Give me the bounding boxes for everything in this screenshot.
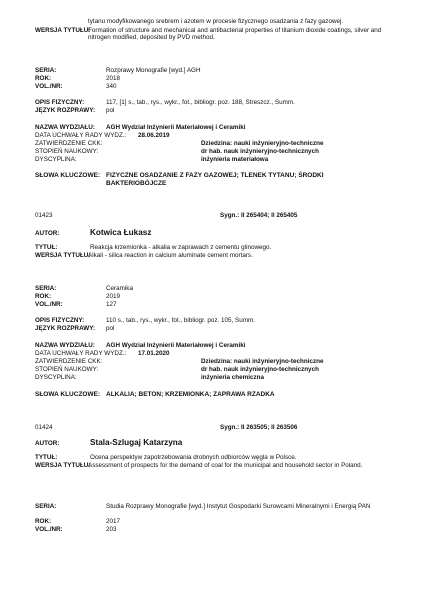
record2-year-label: ROK: bbox=[35, 518, 52, 525]
record0-vol-value: 340 bbox=[106, 83, 117, 90]
record1-year-value: 2019 bbox=[106, 293, 121, 300]
record0-resdate-label: DATA UCHWAŁY RADY WYDZ.: bbox=[35, 132, 127, 139]
record1-resdate-label: DATA UCHWAŁY RADY WYDZ.: bbox=[35, 350, 127, 357]
record2-translated-value: Assessment of prospects for the demand of coal for the municipal and household sector in Poland. bbox=[88, 462, 363, 469]
record1-keywords-value: ALKALIA; BETON; KRZEMIONKA; ZAPRAWA RZADKA bbox=[106, 391, 275, 398]
record2-title-label: TYTUŁ: bbox=[35, 454, 58, 461]
record0-title-continuation: tytanu modyfikowanego srebrem i azotem w procesie fizycznego osadzania z fazy gazowej. bbox=[88, 18, 344, 25]
record1-physdesc-value: 110 s., tab., rys., wykr., fot., bibliogr. poz. 105, Summ. bbox=[106, 317, 255, 324]
record2-series-value: Studia Rozprawy Monografie [wyd.] Instytut Gospodarki Surowcami Mineralnymi i Energią PAN bbox=[106, 503, 371, 510]
record0-faculty-value: AGH Wydział Inżynierii Materiałowej i Ceramiki bbox=[106, 124, 246, 131]
record0-series-value: Rozprawy Monografie [wyd.] AGH bbox=[106, 67, 201, 74]
record1-vol-label: VOL./NR: bbox=[35, 301, 63, 308]
record1-faculty-value: AGH Wydział Inżynierii Materiałowej i Ceramiki bbox=[106, 342, 246, 349]
record1-author-label: AUTOR: bbox=[35, 230, 60, 237]
record1-vol-value: 127 bbox=[106, 301, 117, 308]
record2-author-label: AUTOR: bbox=[35, 440, 60, 447]
record0-physdesc-value: 117, [1] s., tab., rys., wykr., fot., bibliogr. poz. 188, Streszcz., Summ. bbox=[106, 99, 295, 106]
record0-resdate-value: 28.06.2019 bbox=[138, 132, 170, 139]
record1-resdate-value: 17.01.2020 bbox=[138, 350, 170, 357]
record2-title-value: Ocena perspektyw zapotrzebowania drobnych odbiorców węgla w Polsce. bbox=[90, 454, 297, 461]
record0-faculty-label: NAZWA WYDZIAŁU: bbox=[35, 124, 95, 131]
record1-translated-label: WERSJA TYTUŁU: bbox=[35, 252, 91, 259]
record0-keywords-value: FIZYCZNE OSADZANIE Z FAZY GAZOWEJ; TLENEK TYTANU; ŚRODKI BAKTERIOBÓJCZE bbox=[106, 172, 324, 187]
record2-number: 01424 bbox=[35, 424, 53, 431]
record1-ckk-value: Dziedzina: nauki inżynieryjno-techniczne bbox=[201, 358, 324, 365]
record1-series-value: Ceramika bbox=[106, 285, 133, 292]
record2-author-value: Stala-Szlugaj Katarzyna bbox=[90, 438, 183, 447]
record1-discipline-label: DYSCYPLINA: bbox=[35, 374, 77, 381]
record0-year-value: 2018 bbox=[106, 75, 121, 82]
record1-physdesc-label: OPIS FIZYCZNY: bbox=[35, 317, 85, 324]
record1-discipline-value: inżynieria chemiczna bbox=[201, 374, 264, 381]
record0-physdesc-label: OPIS FIZYCZNY: bbox=[35, 99, 85, 106]
record1-degree-value: dr hab. nauk inżynieryjno-technicznych bbox=[201, 366, 319, 373]
record2-sygn: Sygn.: II 263505; II 263506 bbox=[220, 424, 298, 431]
record1-sygn: Sygn.: II 265404; II 265405 bbox=[220, 212, 298, 219]
record0-translated-label: WERSJA TYTUŁU: bbox=[35, 27, 91, 34]
record0-series-label: SERIA: bbox=[35, 67, 57, 74]
record1-degree-label: STOPIEŃ NAUKOWY: bbox=[35, 366, 99, 373]
record0-year-label: ROK: bbox=[35, 75, 52, 82]
record2-year-value: 2017 bbox=[106, 518, 121, 525]
record0-degree-value: dr hab. nauk inżynieryjno-technicznych bbox=[201, 148, 319, 155]
record1-lang-value: pol bbox=[106, 325, 115, 332]
record1-translated-value: Alkali - silica reaction in calcium aluminate cement mortars. bbox=[88, 252, 253, 259]
record1-keywords-label: SŁOWA KLUCZOWE: bbox=[35, 391, 101, 398]
record1-year-label: ROK: bbox=[35, 293, 52, 300]
record1-title-label: TYTUŁ: bbox=[35, 244, 58, 251]
record0-discipline-label: DYSCYPLINA: bbox=[35, 156, 77, 163]
record2-translated-label: WERSJA TYTUŁU: bbox=[35, 462, 91, 469]
record0-keywords-label: SŁOWA KLUCZOWE: bbox=[35, 172, 101, 179]
record0-discipline-value: inżynieria materiałowa bbox=[201, 156, 269, 163]
record0-ckk-label: ZATWIERDZENIE CKK: bbox=[35, 140, 103, 147]
record2-vol-value: 203 bbox=[106, 526, 117, 533]
record1-title-value: Reakcja krzemionka - alkalia w zaprawach z cementu glinowego. bbox=[90, 244, 272, 251]
record0-ckk-value: Dziedzina: nauki inżynieryjno-techniczne bbox=[201, 140, 324, 147]
record1-author-value: Kotwica Łukasz bbox=[90, 228, 152, 237]
record1-lang-label: JĘZYK ROZPRAWY: bbox=[35, 325, 96, 332]
record2-vol-label: VOL./NR: bbox=[35, 526, 63, 533]
record0-vol-label: VOL./NR: bbox=[35, 83, 63, 90]
record0-lang-value: pol bbox=[106, 107, 115, 114]
record0-degree-label: STOPIEŃ NAUKOWY: bbox=[35, 148, 99, 155]
record1-faculty-label: NAZWA WYDZIAŁU: bbox=[35, 342, 95, 349]
record1-ckk-label: ZATWIERDZENIE CKK: bbox=[35, 358, 103, 365]
record0-lang-label: JĘZYK ROZPRAWY: bbox=[35, 107, 96, 114]
record2-series-label: SERIA: bbox=[35, 503, 57, 510]
record0-translated-title: Formation of structure and mechanical and antibacterial properties of titanium dioxide coatings, silver and nitrogen modified, deposited by PVD method. bbox=[88, 27, 382, 42]
record1-series-label: SERIA: bbox=[35, 285, 57, 292]
record1-number: 01423 bbox=[35, 212, 53, 219]
